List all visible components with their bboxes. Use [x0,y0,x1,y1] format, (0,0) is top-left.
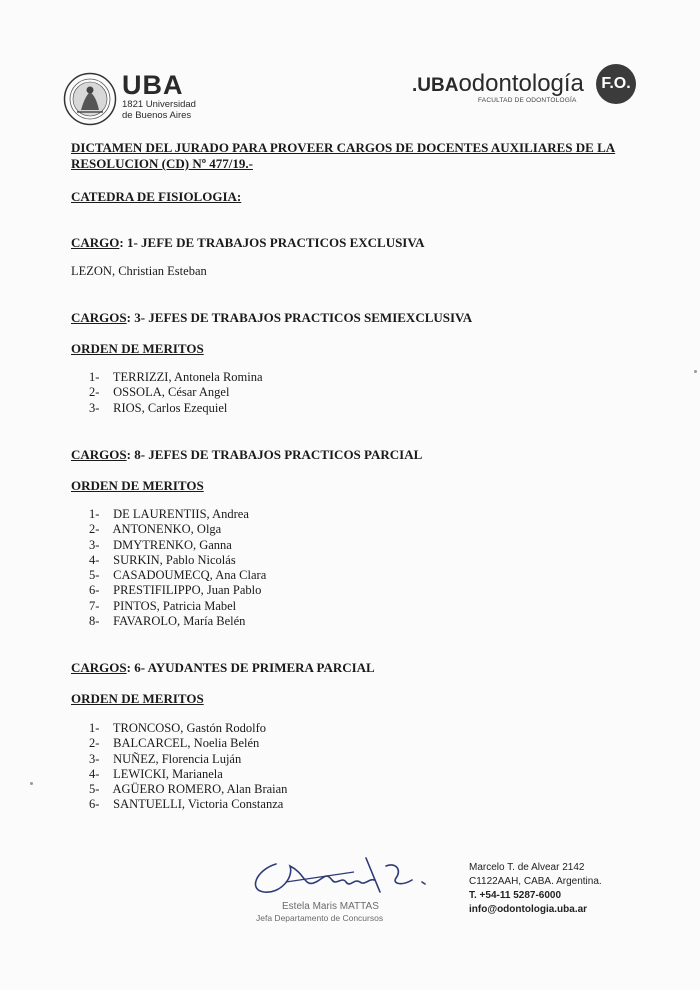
cargo-text: : 1- JEFE DE TRABAJOS PRACTICOS EXCLUSIVA [119,235,425,250]
list-item [71,507,266,522]
item-number: 3- [89,400,100,415]
item-number: 1- [89,370,100,384]
list-item [71,538,266,553]
handwritten-signature [246,852,436,902]
list-item [71,401,263,416]
fo-word: odontología [458,70,584,97]
signatory-role: Jefa Departamento de Concursos [256,913,384,923]
single-candidate: LEZON, Christian Esteban [71,264,207,278]
item-number: 1- [89,721,100,735]
fo-prefix: .UBA [412,75,459,96]
cargo-heading-2 [71,310,472,326]
item-name: CASADOUMECQ, Ana Clara [113,568,267,583]
item-number: 2- [89,385,100,400]
item-name: DE LAURENTIIS, Andrea [113,507,249,521]
item-name: PRESTIFILIPPO, Juan Pablo [113,583,262,598]
item-name: BALCARCEL, Noelia Belén [113,736,260,751]
item-name: RIOS, Carlos Ezequiel [113,400,228,415]
orden-heading-4: ORDEN DE MERITOS [71,691,204,706]
list-item [71,370,263,385]
item-name: AGÜERO ROMERO, Alan Braian [112,782,288,797]
item-number: 8- [89,614,100,629]
uba-wordmark: UBA [122,70,184,100]
merit-list-3 [71,507,266,629]
item-number: 4- [89,766,100,781]
item-name: ANTONENKO, Olga [112,522,222,537]
item-name: LEWICKI, Marianela [113,766,223,781]
uba-subtitle-line2: de Buenos Aires [122,110,192,121]
list-item [71,583,266,598]
orden-heading-3: ORDEN DE MERITOS [71,478,204,493]
signatory-name: Estela Maris MATTAS [282,901,379,912]
cargo-text: : 3- JEFES DE TRABAJOS PRACTICOS SEMIEXCLUSIVA [126,310,473,325]
item-number: 3- [89,751,100,766]
orden-heading-2: ORDEN DE MERITOS [71,341,204,356]
list-item [71,752,287,767]
item-number: 3- [89,537,100,552]
uba-seal-logo [63,72,117,126]
document-title: DICTAMEN DEL JURADO PARA PROVEER CARGOS DE DOCENTES AUXILIARES DE LA RESOLUCION (CD) Nº 477/19.- [71,140,616,171]
merit-list-4 [71,721,287,813]
cargo-heading-1 [71,235,424,251]
list-item [71,721,287,736]
scan-dot [694,370,697,373]
list-item [71,599,266,614]
address-block [469,861,602,917]
item-number: 6- [89,797,100,812]
uba-subtitle-line1: 1821 Universidad [122,99,196,110]
item-name: OSSOLA, César Angel [113,385,230,400]
item-number: 2- [89,522,100,537]
list-item [71,797,287,812]
list-item [71,736,287,751]
item-number: 5- [89,782,100,797]
list-item [71,782,287,797]
list-item [71,614,266,629]
item-name: DMYTRENKO, Ganna [113,537,232,552]
address-city: C1122AAH, CABA. Argentina. [469,876,602,887]
list-item [71,522,266,537]
scan-dot [30,782,33,785]
cargo-heading-4 [71,660,375,676]
item-name: TRONCOSO, Gastón Rodolfo [112,721,267,735]
fo-wordmark [412,70,584,98]
cargo-label: CARGOS [71,447,127,462]
list-item [71,767,287,782]
item-name: SURKIN, Pablo Nicolás [113,552,236,567]
item-number: 7- [89,598,100,613]
address-street: Marcelo T. de Alvear 2142 [469,862,585,873]
list-item [71,385,263,400]
cargo-text: : 8- JEFES DE TRABAJOS PRACTICOS PARCIAL [126,447,423,462]
catedra-heading: CATEDRA DE FISIOLOGIA: [71,189,242,204]
item-number: 2- [89,736,100,751]
uba-subtitle [122,99,196,121]
cargo-label: CARGOS [71,660,127,675]
item-number: 4- [89,552,100,567]
merit-list-2 [71,370,263,416]
address-phone: T. +54-11 5287-6000 [469,890,562,901]
item-name: SANTUELLI, Victoria Constanza [113,797,284,812]
list-item [71,553,266,568]
item-number: 1- [89,507,100,521]
item-name: NUÑEZ, Florencia Luján [113,751,242,766]
list-item [71,568,266,583]
item-name: FAVAROLO, María Belén [113,614,246,629]
cargo-heading-3 [71,447,422,463]
item-name: TERRIZZI, Antonela Romina [112,370,263,384]
fo-subtitle: FACULTAD DE ODONTOLOGÍA [478,97,577,104]
fo-badge: F.O. [596,64,636,104]
cargo-text: : 6- AYUDANTES DE PRIMERA PARCIAL [126,660,375,675]
cargo-label: CARGO [71,235,120,250]
cargo-label: CARGOS [71,310,127,325]
item-name: PINTOS, Patricia Mabel [113,598,237,613]
item-number: 6- [89,583,100,598]
item-number: 5- [89,568,100,583]
address-email: info@odontologia.uba.ar [469,904,588,915]
